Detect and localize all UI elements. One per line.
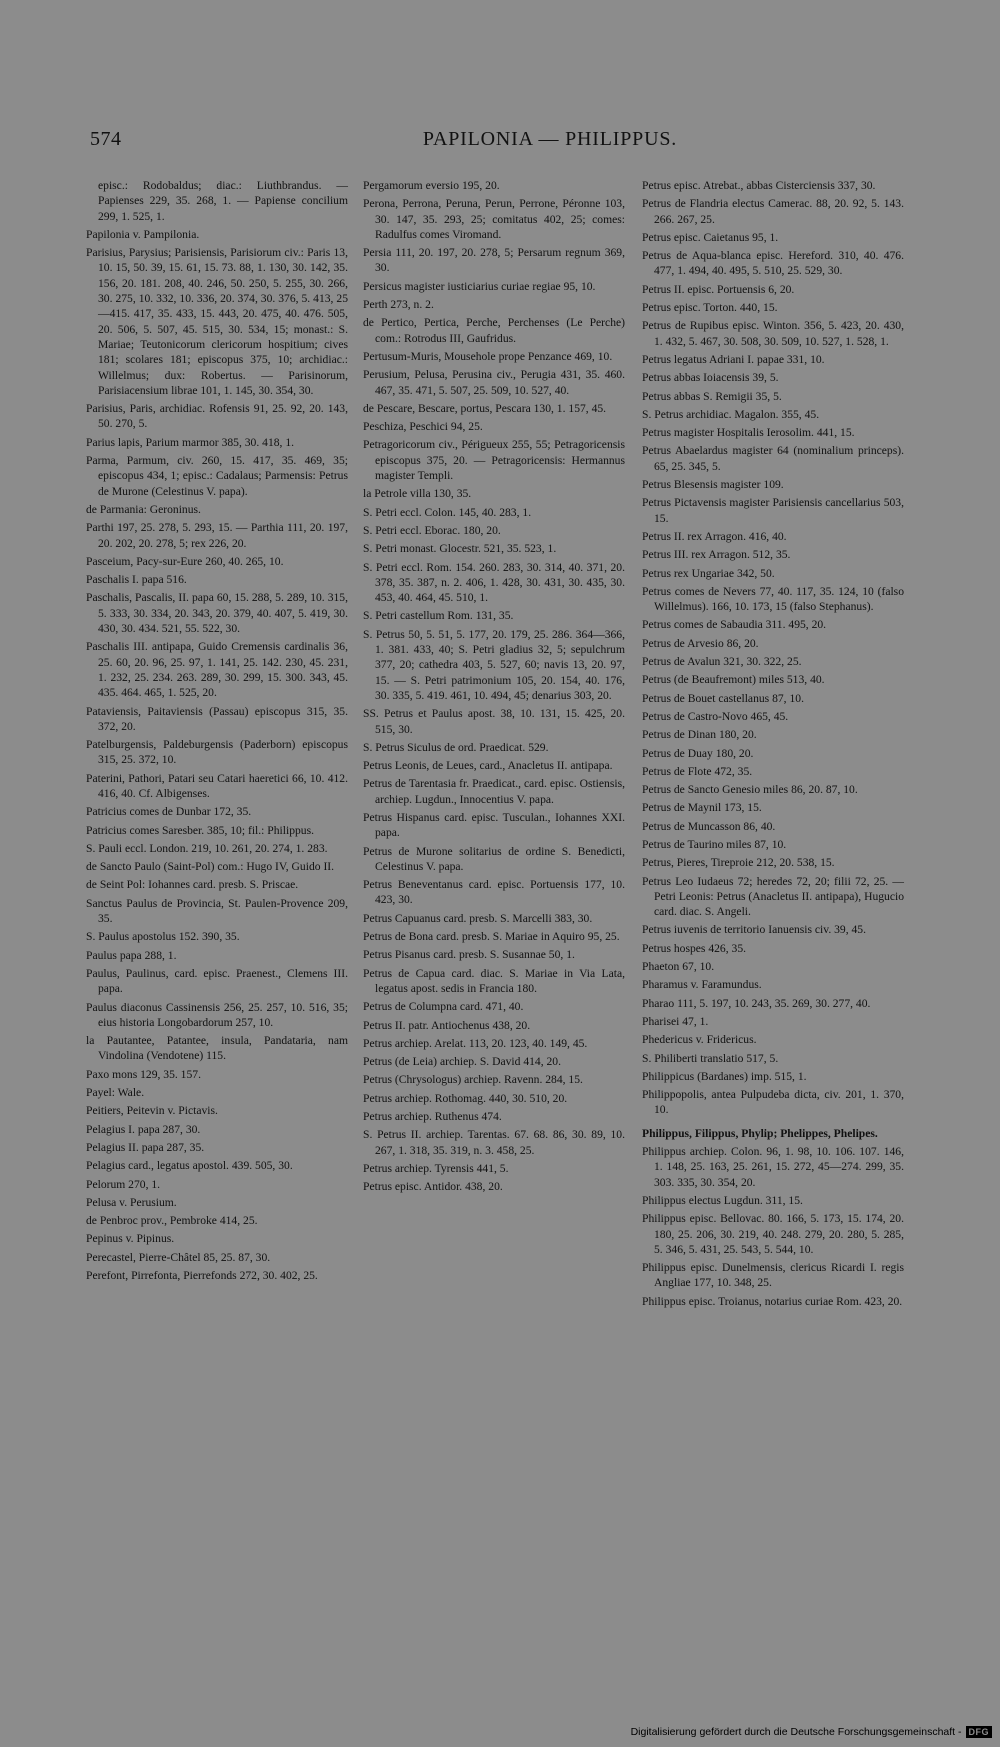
index-entry: Petragoricorum civ., Périgueux 255, 55; Petragoricensis episcopus 375, 20. — Petragoricensis: Hermannus magister Templi. — [363, 438, 625, 483]
index-entry: Petrus abbas Ioiacensis 39, 5. — [642, 371, 779, 385]
index-entry: Petrus episc. Atrebat., abbas Cisterciensis 337, 30. — [642, 179, 876, 192]
index-entry: de Seint Pol: Iohannes card. presb. S. Priscae. — [86, 878, 299, 892]
index-entry: Petrus de Bouet castellanus 87, 10. — [642, 691, 804, 705]
index-entry: Petrus de Arvesio 86, 20. — [642, 636, 759, 650]
index-entry: Petrus magister Hospitalis Ierosolim. 441, 15. — [642, 426, 855, 440]
index-entry: Paschalis I. papa 516. — [86, 573, 187, 587]
index-entry: Parisius, Paris, archidiac. Rofensis 91, 25. 92, 20. 143, 50. 270, 5. — [86, 402, 348, 431]
index-entry: Parthi 197, 25. 278, 5. 293, 15. — Parthia 111, 20. 197, 20. 202, 20. 278, 5; rex 226, 20. — [86, 521, 348, 550]
index-entry: Pergamorum eversio 195, 20. — [363, 179, 500, 192]
index-entry: Petrus legatus Adriani I. papae 331, 10. — [642, 352, 825, 366]
index-entry: Persia 111, 20. 197, 20. 278, 5; Persarum regnum 369, 30. — [363, 246, 625, 275]
index-entry: Petrus de Duay 180, 20. — [642, 746, 754, 760]
index-entry: Petrus de Flote 472, 35. — [642, 764, 753, 778]
index-entry: Petrus de Aqua-blanca episc. Hereford. 310, 40. 476. 477, 1. 494, 40. 495, 5. 510, 25. 529, 30. — [642, 249, 904, 278]
index-entry: Papilonia v. Pampilonia. — [86, 227, 200, 241]
index-entry: la Pautantee, Patantee, insula, Pandataria, nam Vindolina (Vendotene) 115. — [86, 1034, 348, 1063]
index-entry: Petrus de Sancto Genesio miles 86, 20. 87, 10. — [642, 783, 858, 797]
index-entry: de Sancto Paulo (Saint-Pol) com.: Hugo IV, Guido II. — [86, 860, 335, 874]
index-entry: Pertusum-Muris, Mousehole prope Penzance 469, 10. — [363, 349, 613, 363]
index-entry: Petrus Leo Iudaeus 72; heredes 72, 20; filii 72, 25. — Petri Leonis: Petrus (Anacletus II. antipapa), Hugucio card. diac. S. Angeli. — [642, 874, 904, 919]
index-entry: Petrus de Murone solitarius de ordine S. Benedicti, Celestinus V. papa. — [363, 844, 625, 873]
index-entry: de Pescare, Bescare, portus, Pescara 130, 1. 157, 45. — [363, 401, 607, 415]
index-entry: Petrus archiep. Tyrensis 441, 5. — [363, 1161, 509, 1175]
index-entry: Petrus de Columpna card. 471, 40. — [363, 1000, 524, 1014]
index-entry: Pasceium, Pacy-sur-Eure 260, 40. 265, 10. — [86, 554, 284, 568]
index-entry: Petrus de Tarentasia fr. Praedicat., card. episc. Ostiensis, archiep. Lugdun., Innocentius V. papa. — [363, 777, 625, 806]
index-entry: Pelagius card., legatus apostol. 439. 505, 30. — [86, 1159, 293, 1173]
index-entry: Petrus (Chrysologus) archiep. Ravenn. 284, 15. — [363, 1073, 583, 1087]
index-entry: Petrus Abaelardus magister 64 (nominalium princeps). 65, 25. 345, 5. — [642, 444, 904, 473]
index-entry: Petrus comes de Nevers 77, 40. 117, 35. 124, 10 (falso Willelmus). 166, 10. 173, 15 (falso Stephanus). — [642, 584, 904, 614]
index-entry: Petrus III. rex Arragon. 512, 35. — [642, 548, 791, 562]
index-entry: Patricius comes de Dunbar 172, 35. — [86, 805, 252, 819]
index-entry: S. Petri eccl. Eborac. 180, 20. — [363, 523, 501, 537]
index-entry: Petrus, Pieres, Tireproie 212, 20. 538, 15. — [642, 856, 835, 870]
index-entry: Petrus Hispanus card. episc. Tusculan., Iohannes XXI. papa. — [363, 810, 625, 840]
index-entry: Petrus Pictavensis magister Parisiensis cancellarius 503, 15. — [642, 496, 904, 525]
index-entry: Philippicus (Bardanes) imp. 515, 1. — [642, 1069, 807, 1083]
index-entry: Philippus episc. Troianus, notarius curiae Rom. 423, 20. — [642, 1294, 903, 1308]
index-entry: Patelburgensis, Paldeburgensis (Paderborn) episcopus 315, 25. 372, 10. — [86, 738, 348, 767]
index-entry: Petrus II. episc. Portuensis 6, 20. — [642, 282, 795, 296]
index-entry: Petrus episc. Antidor. 438, 20. — [363, 1180, 503, 1194]
index-entry: Phedericus v. Fridericus. — [642, 1033, 757, 1047]
index-entry: Patricius comes Saresber. 385, 10; fil.: Philippus. — [86, 823, 314, 837]
index-entry: Petrus iuvenis de territorio Ianuensis civ. 39, 45. — [642, 923, 866, 937]
index-entry: S. Petri castellum Rom. 131, 35. — [363, 609, 514, 623]
index-entry: Petrus episc. Torton. 440, 15. — [642, 301, 778, 315]
index-entry: Petrus II. rex Arragon. 416, 40. — [642, 529, 787, 543]
page-number: 574 — [90, 128, 122, 150]
index-entry: Petrus episc. Caietanus 95, 1. — [642, 230, 779, 244]
index-entry: Petrus Blesensis magister 109. — [642, 478, 784, 492]
index-entry: S. Petrus Siculus de ord. Praedicat. 529. — [363, 740, 549, 754]
index-entry: Payel: Wale. — [86, 1086, 145, 1100]
index-entry: Pataviensis, Paitaviensis (Passau) episcopus 315, 35. 372, 20. — [86, 704, 348, 733]
index-entry: Petrus de Maynil 173, 15. — [642, 801, 762, 815]
index-entry: Petrus Leonis, de Leues, card., Anacletus II. antipapa. — [363, 759, 613, 773]
index-entry: S. Philiberti translatio 517, 5. — [642, 1051, 779, 1065]
index-entry: Petrus archiep. Arelat. 113, 20. 123, 40. 149, 45. — [363, 1036, 588, 1050]
index-entry: Pelorum 270, 1. — [86, 1177, 161, 1191]
index-column-2 — [363, 178, 625, 1198]
index-entry: Petrus (de Leia) archiep. S. David 414, 20. — [363, 1055, 562, 1069]
index-entry: Petrus de Capua card. diac. S. Mariae in Via Lata, legatus apost. sedis in Francia 180. — [363, 966, 625, 995]
index-entry: Paulus papa 288, 1. — [86, 948, 177, 962]
index-entry: Philippopolis, antea Pulpudeba dicta, civ. 201, 1. 370, 10. — [642, 1088, 904, 1117]
index-entry: Pepinus v. Pipinus. — [86, 1232, 175, 1246]
index-entry: Pharao 111, 5. 197, 10. 243, 35. 269, 30. 277, 40. — [642, 996, 871, 1010]
index-entry: S. Petri eccl. Rom. 154. 260. 283, 30. 314, 40. 371, 20. 378, 35. 387, n. 2. 406, 1. 428, 30. 431, 30. 435, 30. 453, 40. 464, 45. 510, 1. — [363, 560, 625, 605]
index-entry: Paulus diaconus Cassinensis 256, 25. 257, 10. 516, 35; eius historia Longobardorum 257, 10. — [86, 1000, 348, 1029]
index-column-3 — [642, 178, 904, 1312]
index-entry: Petrus de Flandria electus Camerac. 88, 20. 92, 5. 143. 266. 267, 25. — [642, 197, 904, 226]
index-entry: Peschiza, Peschici 94, 25. — [363, 420, 483, 434]
index-entry: Petrus Beneventanus card. episc. Portuensis 177, 10. 423, 30. — [363, 878, 625, 907]
index-entry: Parma, Parmum, civ. 260, 15. 417, 35. 469, 35; episcopus 434, 1; episc.: Cadalaus; Parmensis: Petrus de Murone (Celestinus V. papa). — [86, 454, 348, 498]
index-entry: Petrus hospes 426, 35. — [642, 941, 747, 955]
index-entry: Paschalis III. antipapa, Guido Cremensis cardinalis 36, 25. 60, 20. 96, 25. 97, 1. 141, 25. 142. 230, 45. 231, 1. 232, 25. 234. 263. 289, 30. 299, 15. 300. 343, 45. 435. 464. 465, 1. 525, 20. — [86, 640, 348, 700]
index-entry: Parisius, Parysius; Parisiensis, Parisiorum civ.: Paris 13, 10. 15, 50. 39, 15. 61, 15. 73. 88, 1. 130, 30. 142, 35. 156, 20. 181. 208, 40. 246, 50. 250, 5. 255, 30. 266, 30. 275, 10. 332, 10. 336, 20. 374, 30. 376, 5. 413, 25—415. 417, 35. 433, 15. 443, 20. 475, 40. 476. 505, 20. 506, 5. 507, 45. 515, 30. 534, 15; monast.: S. Mariae; Teutonicorum clericorum hospitium; cives 181; scolares 181; episcopus 375, 10; archidiac.: Willelmus; dux: Robertus. — Parisinorum, Parisiacensium librae 101, 1. 145, 30. 354, 30. — [86, 246, 348, 397]
index-entry: Pelagius II. papa 287, 35. — [86, 1140, 205, 1154]
page-header — [90, 128, 678, 162]
index-entry: Pelagius I. papa 287, 30. — [86, 1122, 201, 1136]
index-entry: Petrus rex Ungariae 342, 50. — [642, 566, 775, 580]
index-entry: Parius lapis, Parium marmor 385, 30. 418, 1. — [86, 435, 295, 449]
index-entry: S. Petrus archidiac. Magalon. 355, 45. — [642, 407, 820, 421]
index-entry: Paulus, Paulinus, card. episc. Praenest., Clemens III. papa. — [86, 966, 348, 996]
index-entry: de Parmania: Geroninus. — [86, 502, 201, 516]
index-entry: Philippus archiep. Colon. 96, 1. 98, 10. 106. 107. 146, 1. 148, 25. 163, 25. 261, 15. 272, 45—274. 299, 35. 303. 335, 30. 354, 20. — [642, 1145, 904, 1189]
index-entry: S. Pauli eccl. London. 219, 10. 261, 20. 274, 1. 283. — [86, 841, 328, 855]
index-entry: Petrus de Rupibus episc. Winton. 356, 5. 423, 20. 430, 1. 432, 5. 467, 30. 508, 30. 509, 10. 527, 1. 528, 1. — [642, 319, 904, 348]
index-entry: S. Petri eccl. Colon. 145, 40. 283, 1. — [363, 505, 532, 519]
index-entry: Perusium, Pelusa, Perusina civ., Perugia 431, 35. 460. 467, 35. 471, 5. 507, 25. 509, 10. 527, 40. — [363, 368, 625, 397]
index-entry: Petrus Pisanus card. presb. S. Susannae 50, 1. — [363, 948, 575, 962]
index-entry: Sanctus Paulus de Provincia, St. Paulen-Provence 209, 35. — [86, 896, 348, 926]
digitization-credit — [631, 1725, 992, 1739]
index-entry: Petrus de Muncasson 86, 40. — [642, 819, 776, 833]
index-entry: episc.: Rodobaldus; diac.: Liuthbrandus. — Papienses 229, 35. 268, 1. — Papiense concilium 299, 1. 525, 1. — [98, 179, 348, 223]
index-entry: Petrus archiep. Ruthenus 474. — [363, 1110, 502, 1124]
index-entry: S. Paulus apostolus 152. 390, 35. — [86, 930, 240, 944]
index-entry: Petrus de Avalun 321, 30. 322, 25. — [642, 655, 802, 669]
index-entry: Petrus de Taurino miles 87, 10. — [642, 837, 787, 851]
index-entry: S. Petrus II. archiep. Tarentas. 67. 68. 86, 30. 89, 10. 267, 1. 318, 35. 319, n. 3. 458, 25. — [363, 1128, 625, 1157]
index-entry: Perth 273, n. 2. — [363, 298, 434, 312]
dfg-logo: DFG — [966, 1726, 993, 1738]
index-entry: Perona, Perrona, Peruna, Perun, Perrone, Péronne 103, 30. 147, 35. 293, 25; comitatus 402, 25; comes: Radulfus comes Viromand. — [363, 197, 625, 241]
index-entry: Phaeton 67, 10. — [642, 960, 715, 974]
index-entry: Petrus II. patr. Antiochenus 438, 20. — [363, 1018, 531, 1032]
index-heading: Philippus, Filippus, Phylip; Phelippes, Phelipes. — [642, 1126, 878, 1140]
index-entry: Perecastel, Pierre-Châtel 85, 25. 87, 30. — [86, 1250, 271, 1264]
index-entry: Petrus de Dinan 180, 20. — [642, 728, 757, 742]
index-entry: SS. Petrus et Paulus apost. 38, 10. 131, 15. 425, 20. 515, 30. — [363, 707, 625, 736]
index-entry: Philippus electus Lugdun. 311, 15. — [642, 1193, 803, 1207]
index-column-1 — [86, 178, 348, 1286]
index-entry: Petrus (de Beaufremont) miles 513, 40. — [642, 673, 825, 687]
index-entry: Peitiers, Peitevin v. Pictavis. — [86, 1104, 218, 1118]
index-entry: Petrus comes de Sabaudia 311. 495, 20. — [642, 618, 827, 632]
index-entry: Persicus magister iusticiarius curiae regiae 95, 10. — [363, 279, 596, 293]
index-entry: S. Petrus 50, 5. 51, 5. 177, 20. 179, 25. 286. 364—366, 1. 381. 433, 40; S. Petri gladius 32, 5; sepulchrum 377, 20; cathedra 403, 5. 527, 60; navis 13, 20. 97, 15. — S. Petri patrimonium 105, 20. 154, 40. 176, 30. 335, 5. 419. 461, 10. 494, 45; denarius 303, 20. — [363, 627, 625, 702]
index-entry: Paterini, Pathori, Patari seu Catari haeretici 66, 10. 412. 416, 40. Cf. Albigenses. — [86, 771, 348, 800]
index-entry: S. Petri monast. Glocestr. 521, 35. 523, 1. — [363, 542, 557, 556]
index-entry: Petrus de Bona card. presb. S. Mariae in Aquiro 95, 25. — [363, 930, 620, 944]
index-entry: Petrus Capuanus card. presb. S. Marcelli 383, 30. — [363, 911, 593, 925]
index-entry: Perefont, Pirrefonta, Pierrefonds 272, 30. 402, 25. — [86, 1269, 318, 1282]
index-entry: Petrus abbas S. Remigii 35, 5. — [642, 389, 782, 403]
index-entry: Philippus episc. Dunelmensis, clericus Ricardi I. regis Angliae 177, 10. 348, 25. — [642, 1261, 904, 1290]
credit-text: Digitalisierung gefördert durch die Deutsche Forschungsgemeinschaft - — [630, 1726, 962, 1738]
index-entry: Petrus de Castro-Novo 465, 45. — [642, 709, 789, 723]
index-entry: Pelusa v. Perusium. — [86, 1195, 177, 1209]
index-entry: Petrus archiep. Rothomag. 440, 30. 510, 20. — [363, 1091, 568, 1105]
index-entry: Paxo mons 129, 35. 157. — [86, 1067, 201, 1081]
index-entry: la Petrole villa 130, 35. — [363, 487, 472, 501]
index-entry: Philippus episc. Bellovac. 80. 166, 5. 173, 15. 174, 20. 180, 25. 206, 30. 219, 40. 248. 279, 20. 280, 5. 285, 5. 346, 5. 431, 25. 543, 5. 544, 10. — [642, 1212, 904, 1256]
index-entry: Paschalis, Pascalis, II. papa 60, 15. 288, 5. 289, 10. 315, 5. 333, 30. 334, 20. 343, 20. 379, 40. 407, 5. 419, 30. 430, 30. 434. 521, 55. 522, 30. — [86, 591, 348, 636]
index-entry: de Pertico, Pertica, Perche, Perchenses (Le Perche) com.: Rotrodus III, Gaufridus. — [363, 316, 625, 345]
index-entry: Pharamus v. Faramundus. — [642, 978, 762, 992]
index-entry: Pharisei 47, 1. — [642, 1014, 709, 1028]
running-title: PAPILONIA — PHILIPPUS. — [422, 128, 678, 150]
index-entry: de Penbroc prov., Pembroke 414, 25. — [86, 1214, 258, 1228]
